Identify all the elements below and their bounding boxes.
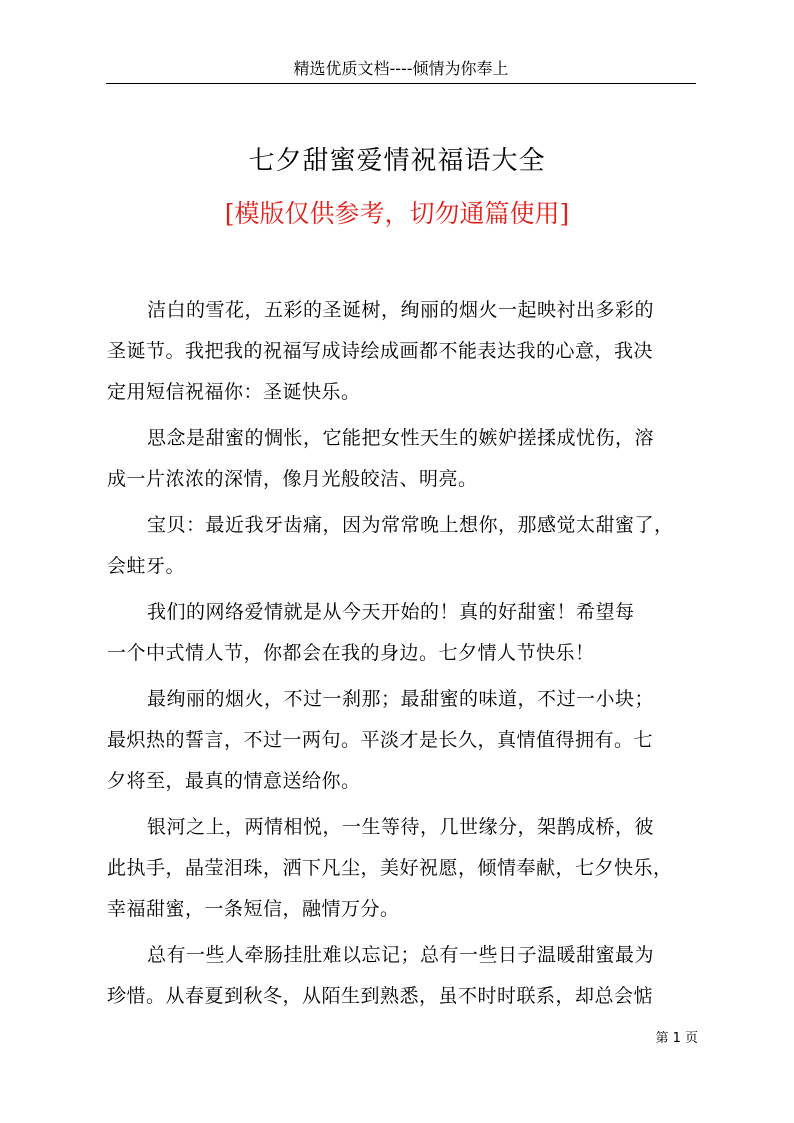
paragraph-line: 思念是甜蜜的惆怅，它能把女性天生的嫉妒搓揉成忧伤，溶 — [147, 427, 655, 449]
paragraph-line: 成一片浓浓的深情，像月光般皎洁、明亮。 — [107, 468, 478, 490]
header-divider — [106, 83, 696, 84]
paragraph-line: 银河之上，两情相悦，一生等待，几世缘分，架鹊成桥，彼 — [147, 816, 655, 838]
body-text — [107, 290, 695, 1022]
paragraph-line: 最绚丽的烟火，不过一刹那；最甜蜜的味道，不过一小块； — [147, 688, 655, 710]
paragraph-line: 圣诞节。我把我的祝福写成诗绘成画都不能表达我的心意，我决 — [107, 340, 654, 362]
paragraph-line: 总有一些人牵肠挂肚难以忘记；总有一些日子温暖甜蜜最为 — [147, 944, 655, 966]
paragraph-line: 珍惜。从春夏到秋冬，从陌生到熟悉，虽不时时联系，却总会惦 — [107, 985, 654, 1007]
paragraph — [107, 679, 695, 802]
running-header: 精选优质文档----倾情为你奉上 — [293, 59, 509, 78]
paragraph — [107, 290, 695, 413]
paragraph-line: 洁白的雪花，五彩的圣诞树，绚丽的烟火一起映衬出多彩的 — [147, 299, 655, 321]
paragraph-line: 幸福甜蜜，一条短信，融情万分。 — [107, 898, 400, 920]
paragraph-line: 定用短信祝福你：圣诞快乐。 — [107, 381, 361, 403]
paragraph-line: 我们的网络爱情就是从今天开始的！真的好甜蜜！希望每 — [147, 601, 635, 623]
document-title: 七夕甜蜜爱情祝福语大全 — [248, 146, 546, 176]
paragraph-line: 夕将至，最真的情意送给你。 — [107, 770, 361, 792]
page-number: 第 1 页 — [655, 1031, 698, 1046]
paragraph-line: 会蛀牙。 — [107, 555, 186, 577]
paragraph — [107, 807, 695, 930]
paragraph — [107, 935, 695, 1017]
paragraph — [107, 505, 695, 587]
paragraph-line: 此执手，晶莹泪珠，洒下凡尘，美好祝愿，倾情奉献，七夕快乐， — [107, 857, 673, 879]
paragraph — [107, 418, 695, 500]
paragraph-line: 最炽热的誓言，不过一两句。平淡才是长久，真情值得拥有。七 — [107, 729, 654, 751]
paragraph-line: 宝贝：最近我牙齿痛，因为常常晚上想你，那感觉太甜蜜了， — [147, 514, 674, 536]
document-subtitle: [模版仅供参考，切勿通篇使用] — [224, 199, 570, 228]
paragraph-line: 一个中式情人节，你都会在我的身边。七夕情人节快乐！ — [107, 642, 595, 664]
paragraph — [107, 592, 695, 674]
